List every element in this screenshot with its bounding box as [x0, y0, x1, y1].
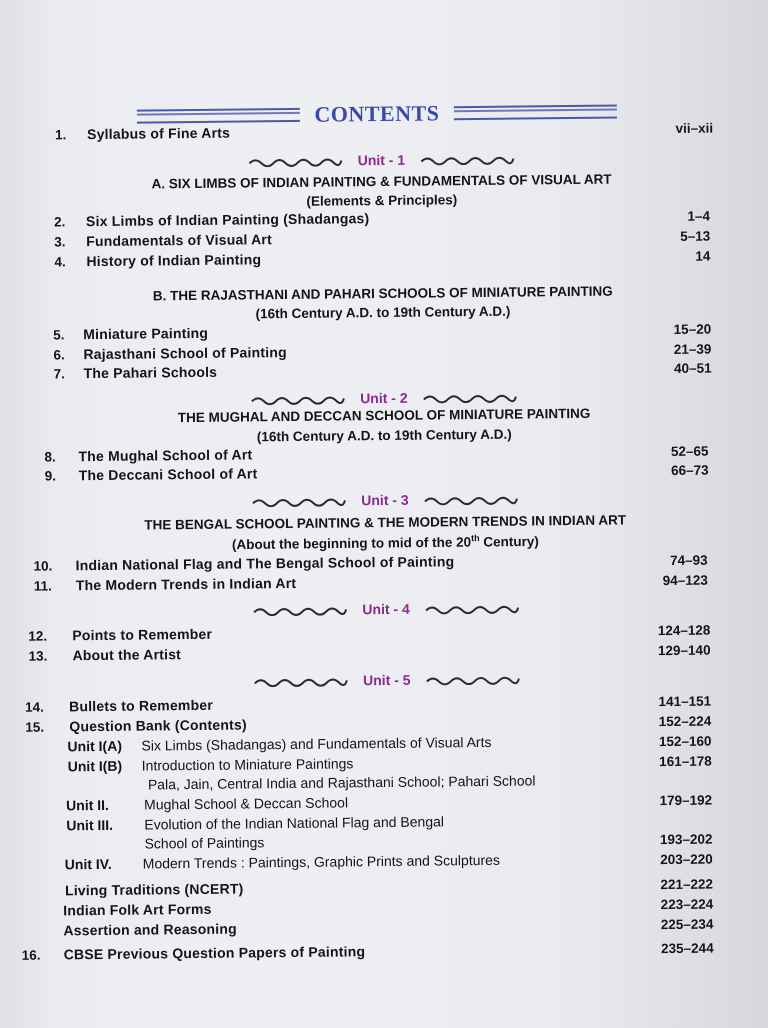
- entry-number: 5.: [53, 327, 65, 343]
- subtitle-text: (About the beginning to mid of the 20: [231, 534, 472, 553]
- entry-number: 8.: [44, 449, 56, 465]
- qbank-pages: 152–160: [658, 733, 712, 750]
- entry-pages: 141–151: [658, 693, 712, 710]
- entry-title: About the Artist: [72, 646, 182, 664]
- subtitle-superscript: th: [471, 533, 480, 544]
- unit-label: Unit - 3: [361, 491, 409, 509]
- entry-pages: 152–224: [658, 713, 712, 730]
- extra-title: Indian Folk Art Forms: [63, 900, 212, 919]
- entry-title: The Modern Trends in Indian Art: [75, 574, 297, 594]
- entry-number: 10.: [33, 558, 53, 574]
- wave-ornament-right: [424, 602, 520, 615]
- heading-rule-left: [137, 108, 301, 124]
- qbank-pages: 193–202: [659, 831, 713, 848]
- unit-label: Unit - 4: [362, 600, 410, 618]
- extra-pages: 225–234: [660, 916, 714, 933]
- entry-title: The Deccani School of Art: [78, 465, 258, 484]
- entry-pages: 74–93: [669, 552, 708, 569]
- entry-pages: vii–xii: [675, 120, 714, 136]
- page-title: CONTENTS: [314, 100, 440, 127]
- entry-number: 9.: [44, 468, 57, 484]
- entry-number: 13.: [28, 648, 48, 664]
- wave-ornament-right: [423, 493, 519, 506]
- entry-pages: 1–4: [687, 208, 711, 224]
- wave-ornament-left: [248, 154, 344, 167]
- extra-title: Living Traditions (NCERT): [64, 880, 244, 899]
- section-title: THE MUGHAL AND DECCAN SCHOOL OF MINIATURE PAINTING: [177, 405, 591, 426]
- qbank-pages: 179–192: [659, 792, 713, 809]
- entry-title: Miniature Painting: [83, 324, 209, 343]
- wave-ornament-left: [251, 494, 347, 507]
- entry-number: 6.: [53, 347, 65, 363]
- section-title: B. THE RAJASTHANI AND PAHARI SCHOOLS OF MINIATURE PAINTING: [152, 283, 613, 304]
- qbank-text: Six Limbs (Shadangas) and Fundamentals of Visual Arts: [141, 733, 492, 754]
- wave-ornament-right: [422, 391, 518, 404]
- qbank-unit: Unit I(B): [67, 757, 123, 775]
- entry-title: Syllabus of Fine Arts: [87, 124, 231, 143]
- entry-number: 16.: [21, 947, 41, 963]
- qbank-pages: 161–178: [659, 753, 712, 770]
- entry-pages: 40–51: [673, 360, 712, 376]
- unit-divider: [2, 597, 768, 621]
- entry-pages: 14: [695, 248, 711, 264]
- entry-title: The Mughal School of Art: [78, 446, 253, 465]
- entry-number: 3.: [54, 234, 66, 250]
- entry-pages: 15–20: [673, 321, 712, 337]
- qbank-pages: 203–220: [660, 851, 713, 868]
- entry-title: Six Limbs of Indian Painting (Shadangas): [85, 210, 370, 230]
- qbank-unit: Unit III.: [66, 816, 114, 834]
- unit-label: Unit - 5: [363, 671, 411, 689]
- extra-pages: 223–224: [660, 896, 714, 913]
- entry-number: 14.: [25, 699, 44, 715]
- heading-rule-right: [453, 105, 617, 121]
- entry-pages: 129–140: [657, 642, 711, 659]
- wave-ornament-right: [424, 673, 520, 686]
- section-subtitle: (Elements & Principles): [306, 192, 458, 209]
- entry-title: Bullets to Remember: [69, 696, 214, 715]
- entry-number: 15.: [25, 719, 45, 735]
- section-title: A. SIX LIMBS OF INDIAN PAINTING & FUNDAMENTALS OF VISUAL ART: [151, 171, 612, 192]
- section-subtitle: (16th Century A.D. to 19th Century A.D.): [255, 303, 511, 322]
- entry-number: 2.: [53, 214, 66, 230]
- qbank-text: Evolution of the Indian National Flag and Bengal: [144, 813, 445, 833]
- extra-pages: 221–222: [660, 876, 714, 893]
- wave-ornament-right: [419, 153, 515, 166]
- wave-ornament-left: [250, 392, 346, 405]
- entry-pages: 94–123: [662, 572, 708, 589]
- entry-pages: 66–73: [671, 462, 709, 478]
- entry-title: The Pahari Schools: [83, 363, 218, 382]
- entry-title: Points to Remember: [72, 625, 213, 644]
- qbank-text: Introduction to Miniature Paintings: [141, 755, 354, 774]
- entry-number: 12.: [28, 628, 48, 644]
- entry-number: 4.: [54, 254, 66, 270]
- unit-label: Unit - 2: [360, 389, 408, 407]
- entry-title: History of Indian Painting: [86, 251, 262, 270]
- entry-pages: 52–65: [670, 443, 709, 459]
- qbank-text-continued: School of Paintings: [144, 834, 265, 852]
- qbank-text-continued: Pala, Jain, Central India and Rajasthani School; Pahari School: [147, 772, 536, 793]
- qbank-text: Modern Trends : Paintings, Graphic Prints and Sculptures: [142, 851, 500, 872]
- qbank-unit: Unit II.: [66, 796, 109, 814]
- entry-title: CBSE Previous Question Papers of Painting: [63, 943, 366, 963]
- qbank-text: Mughal School & Deccan School: [144, 794, 349, 813]
- subtitle-text-end: Century): [479, 533, 539, 550]
- unit-label: Unit - 1: [357, 151, 406, 169]
- entry-title: Fundamentals of Visual Art: [86, 231, 272, 250]
- entry-number: 11.: [33, 578, 52, 594]
- section-subtitle: [1, 530, 768, 555]
- entry-pages: 21–39: [673, 341, 712, 357]
- entry-number: 1.: [55, 127, 67, 143]
- unit-divider: [1, 488, 768, 512]
- qbank-unit: Unit IV.: [64, 855, 112, 873]
- entry-title: Question Bank (Contents): [69, 716, 247, 735]
- wave-ornament-left: [252, 603, 348, 616]
- entry-pages: 235–244: [661, 940, 714, 957]
- unit-divider: [3, 668, 768, 692]
- wave-ornament-left: [253, 674, 349, 687]
- entry-title: Indian National Flag and The Bengal School of Painting: [75, 553, 455, 574]
- entry-pages: 5–13: [680, 228, 711, 244]
- unit-divider: [0, 148, 765, 172]
- entry-number: 7.: [53, 366, 65, 382]
- section-title: THE BENGAL SCHOOL PAINTING & THE MODERN TRENDS IN INDIAN ART: [144, 512, 627, 533]
- entry-pages: 124–128: [657, 622, 711, 639]
- section-subtitle: (16th Century A.D. to 19th Century A.D.): [256, 426, 512, 445]
- extra-title: Assertion and Reasoning: [63, 920, 237, 939]
- qbank-unit: Unit I(A): [67, 737, 123, 755]
- entry-title: Rajasthani School of Painting: [83, 344, 287, 363]
